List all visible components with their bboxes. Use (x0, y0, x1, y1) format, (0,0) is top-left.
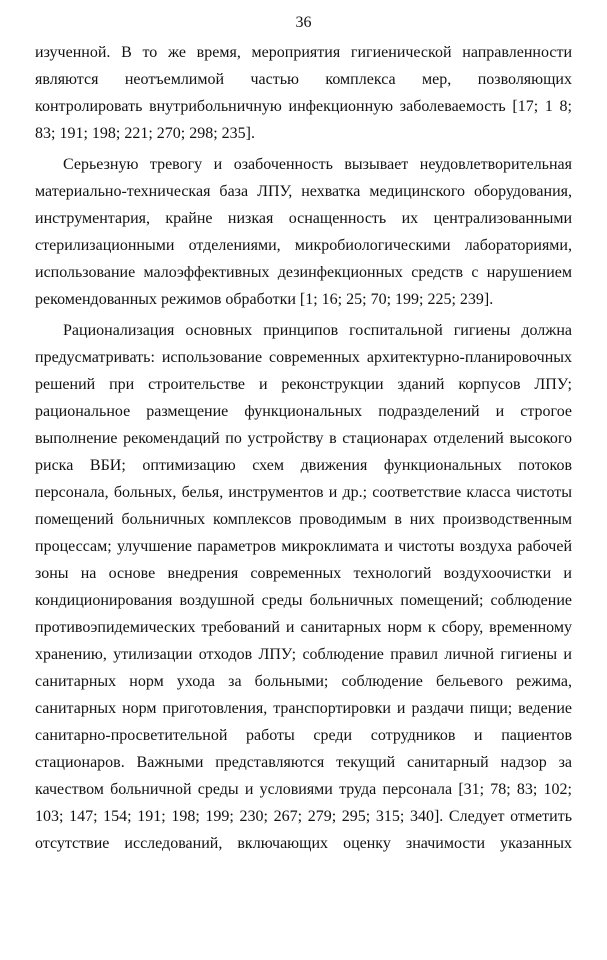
text-line: кондиционирования воздушной среды больничных помещений; соблюдение (35, 592, 572, 609)
text-line: материально-техническая база ЛПУ, нехватка медицинского оборудования, (35, 183, 572, 200)
text-line: выполнение рекомендаций по устройству в стационарах отделений высокого (35, 430, 572, 447)
text-line: использование малоэффективных дезинфекционных средств с нарушением (35, 264, 572, 281)
text-line: контролировать внутрибольничную инфекционную заболеваемость [17; 1 8; (35, 98, 572, 115)
text-line: Рационализация основных принципов госпитальной гигиены должна (63, 322, 572, 339)
text-line: стационаров. Важными представляются текущий санитарный надзор за (35, 754, 572, 771)
text-line: решений при строительстве и реконструкции зданий корпусов ЛПУ; (35, 376, 572, 393)
text-line: противоэпидемических требований и санитарных норм к сбору, временному (35, 619, 572, 636)
text-line: процессам; улучшение параметров микроклимата и чистоты воздуха рабочей (35, 538, 572, 555)
text-line: зоны на основе внедрения современных технологий воздухоочистки и (35, 565, 572, 582)
text-line: изученной. В то же время, мероприятия гигиенической направленности (35, 44, 572, 61)
text-line: персонала, больных, белья, инструментов и др.; соответствие класса чистоты (35, 484, 572, 501)
page-number: 36 (295, 14, 312, 31)
text-line: санитарных норм ухода за больными; соблюдение бельевого режима, (35, 673, 572, 690)
text-line: предусматривать: использование современных архитектурно-планировочных (35, 349, 572, 366)
text-line: качеством больничной среды и условиями труда персонала [31; 78; 83; 102; (35, 781, 572, 798)
text-line: санитарных норм приготовления, транспортировки и раздачи пищи; ведение (35, 700, 572, 717)
text-line: являются неотъемлимой частью комплекса мер, позволяющих (35, 71, 572, 88)
text-line: рациональное размещение функциональных подразделений и строгое (35, 403, 572, 420)
text-line: риска ВБИ; оптимизацию схем движения функциональных потоков (35, 457, 572, 474)
text-line: инструментария, крайне низкая оснащенность их централизованными (35, 210, 572, 227)
text-line: 103; 147; 154; 191; 198; 199; 230; 267; 279; 295; 315; 340]. Следует отметить (35, 808, 572, 825)
text-line: санитарно-просветительной работы среди сотрудников и пациентов (35, 727, 572, 744)
text-line: рекомендованных режимов обработки [1; 16; 25; 70; 199; 225; 239]. (35, 291, 494, 308)
text-line: 83; 191; 198; 221; 270; 298; 235]. (35, 125, 255, 142)
text-line: помещений больничных комплексов проводимым в них производственным (35, 511, 572, 528)
text-line: хранению, утилизации отходов ЛПУ; соблюдение правил личной гигиены и (35, 646, 572, 663)
text-line: Серьезную тревогу и озабоченность вызывает неудовлетворительная (63, 156, 572, 173)
text-line: отсутствие исследований, включающих оценку значимости указанных (35, 835, 572, 852)
text-line: стерилизационными отделениями, микробиологическими лабораториями, (35, 237, 572, 254)
